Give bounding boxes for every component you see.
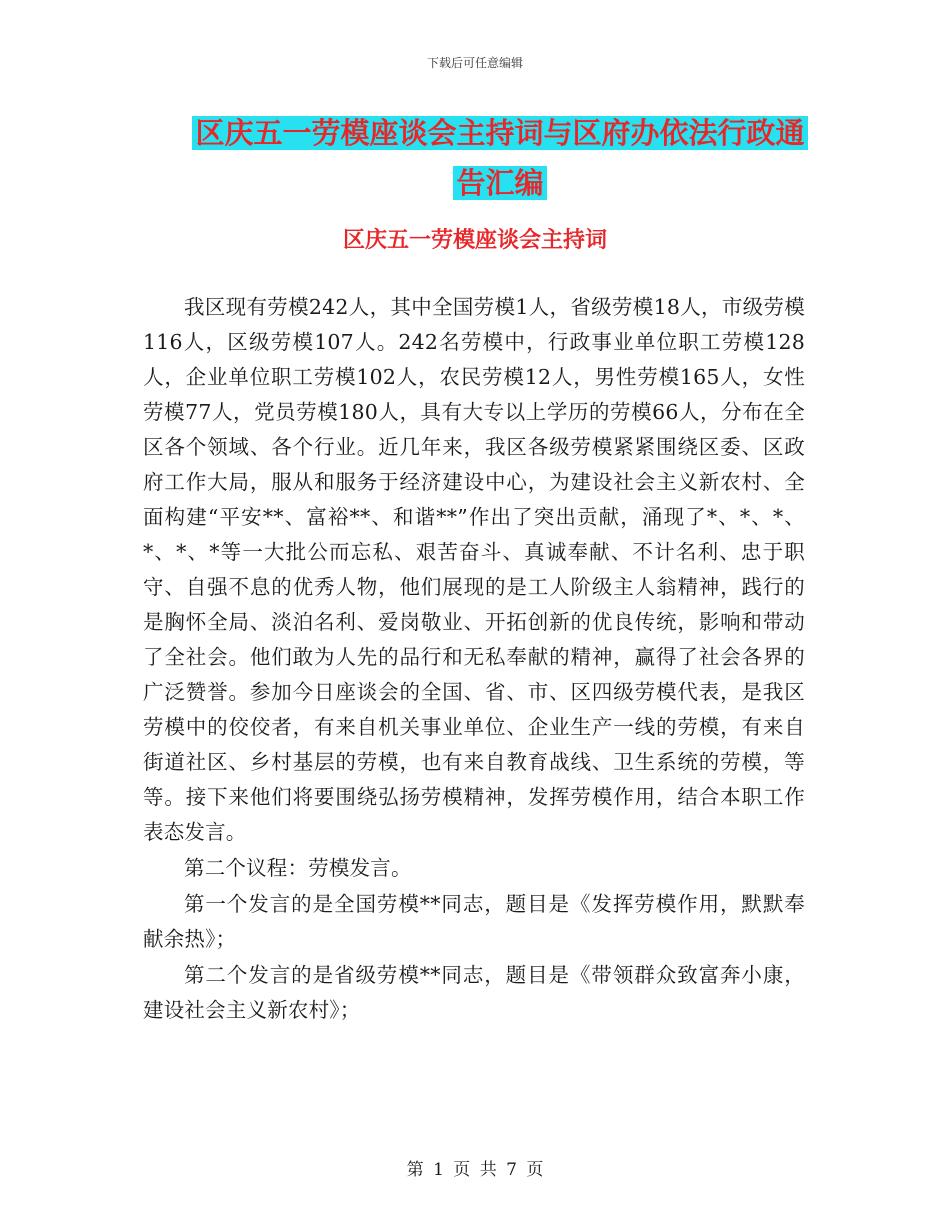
- section-heading: 区庆五一劳模座谈会主持词: [342, 228, 607, 253]
- body-paragraph: 第二个议程：劳模发言。: [184, 856, 412, 880]
- header-note: 下载后可任意编辑: [426, 56, 523, 70]
- document-title: [185, 108, 815, 208]
- document-body: [143, 290, 805, 1028]
- body-paragraph: 第一个发言的是全国劳模**同志，题目是《发挥劳模作用，默默奉献余热》；: [143, 892, 805, 951]
- body-paragraph: 我区现有劳模242人，其中全国劳模1人，省级劳模18人，市级劳模116人，区级劳模107人。242名劳模中，行政事业单位职工劳模128人，企业单位职工劳模102人，农民劳模12人，男性劳模165人，女性劳模77人，党员劳模180人，具有大专以上学历的劳模66人，分布在全区各个领域、各个行业。近几年来，我区各级劳模紧紧围绕区委、区政府工作大局，服从和服务于经济建设中心，为建设社会主义新农村、全面构建“平安**、富裕**、和谐**”作出了突出贡献，涌现了*、*、*、*、*、*等一大批公而忘私、艰苦奋斗、真诚奉献、不计名利、忠于职守、自强不息的优秀人物，他们展现的是工人阶级主人翁精神，践行的是胸怀全局、淡泊名利、爱岗敬业、开拓创新的优良传统，影响和带动了全社会。他们敢为人先的品行和无私奉献的精神，赢得了社会各界的广泛赞誉。参加今日座谈会的全国、省、市、区四级劳模代表，是我区劳模中的佼佼者，有来自机关事业单位、企业生产一线的劳模，有来自街道社区、乡村基层的劳模，也有来自教育战线、卫生系统的劳模，等等。接下来他们将要围绕弘扬劳模精神，发挥劳模作用，结合本职工作表态发言。: [143, 295, 805, 844]
- document-title-text: 区庆五一劳模座谈会主持词与区府办依法行政通告汇编: [192, 116, 807, 200]
- body-paragraph: 第二个发言的是省级劳模**同志，题目是《带领群众致富奔小康，建设社会主义新农村》；: [143, 963, 805, 1022]
- page-number: 第 1 页 共 7 页: [406, 1160, 544, 1180]
